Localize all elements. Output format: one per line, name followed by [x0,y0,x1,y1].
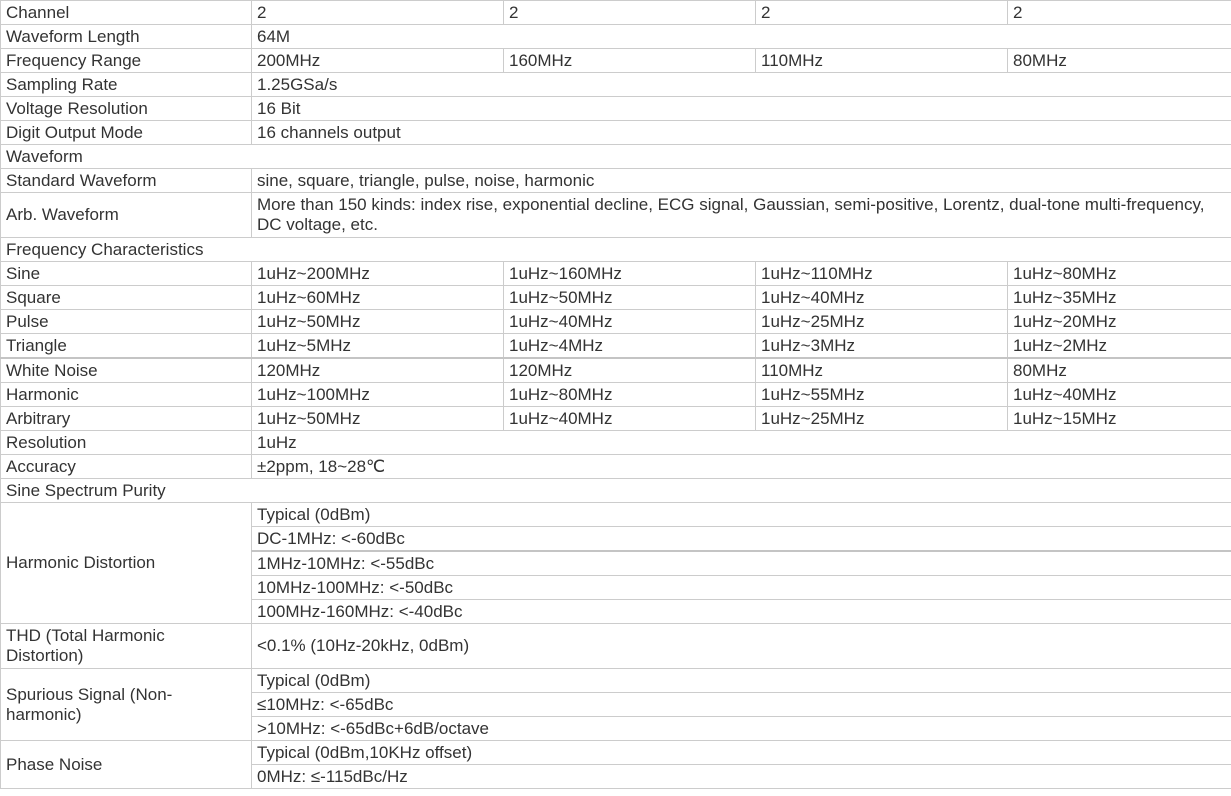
spec-value: 10MHz-100MHz: <-50dBc [252,576,1231,600]
spec-value: 100MHz-160MHz: <-40dBc [252,600,1231,624]
spec-label: Phase Noise [1,741,252,789]
spec-row [1,431,1231,455]
spec-row [1,262,1231,286]
spec-label: Pulse [1,310,252,334]
spec-value: 1uHz~25MHz [756,407,1008,431]
spec-value: 1uHz~20MHz [1008,310,1231,334]
spec-value: 1uHz~40MHz [756,286,1008,310]
spec-value: 1MHz-10MHz: <-55dBc [252,551,1231,576]
spec-value: More than 150 kinds: index rise, exponential decline, ECG signal, Gaussian, semi-positive, Lorentz, dual-tone multi-frequency, DC voltage, etc. [252,193,1231,238]
spec-value: 1uHz~100MHz [252,383,504,407]
spec-value: 16 Bit [252,97,1231,121]
spec-value: >10MHz: <-65dBc+6dB/octave [252,717,1231,741]
spec-label: White Noise [1,358,252,383]
spec-value: 1uHz~50MHz [252,407,504,431]
spec-value: 80MHz [1008,358,1231,383]
spec-value: 120MHz [252,358,504,383]
spec-row [1,407,1231,431]
spec-label: Harmonic [1,383,252,407]
spec-row [1,97,1231,121]
spec-value: Typical (0dBm) [252,503,1231,527]
spec-row [1,669,1231,693]
spec-value: 200MHz [252,49,504,73]
spec-value: ±2ppm, 18~28℃ [252,455,1231,479]
spec-value: 1uHz~5MHz [252,334,504,359]
spec-row [1,73,1231,97]
spec-value: 1uHz~55MHz [756,383,1008,407]
section-row [1,479,1231,503]
spec-row [1,455,1231,479]
spec-row [1,503,1231,527]
spec-value: sine, square, triangle, pulse, noise, harmonic [252,169,1231,193]
spec-label: Resolution [1,431,252,455]
section-row [1,238,1231,262]
spec-row [1,334,1231,359]
spec-value: 1.25GSa/s [252,73,1231,97]
spec-value: 2 [504,1,756,25]
spec-value: 16 channels output [252,121,1231,145]
spec-value: 80MHz [1008,49,1231,73]
spec-row [1,383,1231,407]
spec-value: 120MHz [504,358,756,383]
section-row [1,145,1231,169]
spec-value: 1uHz~40MHz [1008,383,1231,407]
spec-value: 1uHz~15MHz [1008,407,1231,431]
section-heading: Waveform [1,145,1231,169]
spec-row [1,741,1231,765]
spec-row [1,286,1231,310]
section-heading: Frequency Characteristics [1,238,1231,262]
spec-label: Sine [1,262,252,286]
spec-value: 110MHz [756,358,1008,383]
spec-label: Digit Output Mode [1,121,252,145]
spec-value: 64M [252,25,1231,49]
spec-label: Frequency Range [1,49,252,73]
spec-value: 1uHz~50MHz [504,286,756,310]
spec-row [1,121,1231,145]
spec-value: 2 [756,1,1008,25]
spec-value: 1uHz~3MHz [756,334,1008,359]
spec-label: Square [1,286,252,310]
spec-label: Accuracy [1,455,252,479]
spec-value: <0.1% (10Hz-20kHz, 0dBm) [252,624,1231,669]
spec-row [1,169,1231,193]
spec-row [1,193,1231,238]
spec-value: 1uHz~160MHz [504,262,756,286]
spec-value: 2 [252,1,504,25]
spec-label: Standard Waveform [1,169,252,193]
spec-value: DC-1MHz: <-60dBc [252,527,1231,552]
spec-row [1,358,1231,383]
spec-row [1,1,1231,25]
spec-table-body [1,1,1231,789]
spec-value: 1uHz~25MHz [756,310,1008,334]
spec-label: Harmonic Distortion [1,503,252,624]
spec-value: 1uHz~80MHz [504,383,756,407]
spec-label: Voltage Resolution [1,97,252,121]
spec-value: 0MHz: ≤-115dBc/Hz [252,765,1231,789]
spec-value: 1uHz~110MHz [756,262,1008,286]
spec-value: Typical (0dBm) [252,669,1231,693]
spec-label: Arb. Waveform [1,193,252,238]
spec-value: 1uHz~40MHz [504,310,756,334]
spec-value: 1uHz~4MHz [504,334,756,359]
spec-value: 1uHz~35MHz [1008,286,1231,310]
spec-label: Arbitrary [1,407,252,431]
spec-value: 1uHz~50MHz [252,310,504,334]
spec-value: Typical (0dBm,10KHz offset) [252,741,1231,765]
spec-row [1,310,1231,334]
spec-label: THD (Total Harmonic Distortion) [1,624,252,669]
spec-value: 1uHz~40MHz [504,407,756,431]
spec-value: 1uHz~60MHz [252,286,504,310]
spec-value: 1uHz~200MHz [252,262,504,286]
spec-value: ≤10MHz: <-65dBc [252,693,1231,717]
section-heading: Sine Spectrum Purity [1,479,1231,503]
spec-label: Waveform Length [1,25,252,49]
spec-value: 1uHz~2MHz [1008,334,1231,359]
spec-row [1,49,1231,73]
spec-value: 2 [1008,1,1231,25]
spec-value: 1uHz~80MHz [1008,262,1231,286]
spec-value: 110MHz [756,49,1008,73]
spec-label: Channel [1,1,252,25]
spec-row [1,25,1231,49]
spec-label: Sampling Rate [1,73,252,97]
spec-label: Spurious Signal (Non-harmonic) [1,669,252,741]
spec-label: Triangle [1,334,252,359]
spec-value: 1uHz [252,431,1231,455]
spec-row [1,624,1231,669]
spec-value: 160MHz [504,49,756,73]
